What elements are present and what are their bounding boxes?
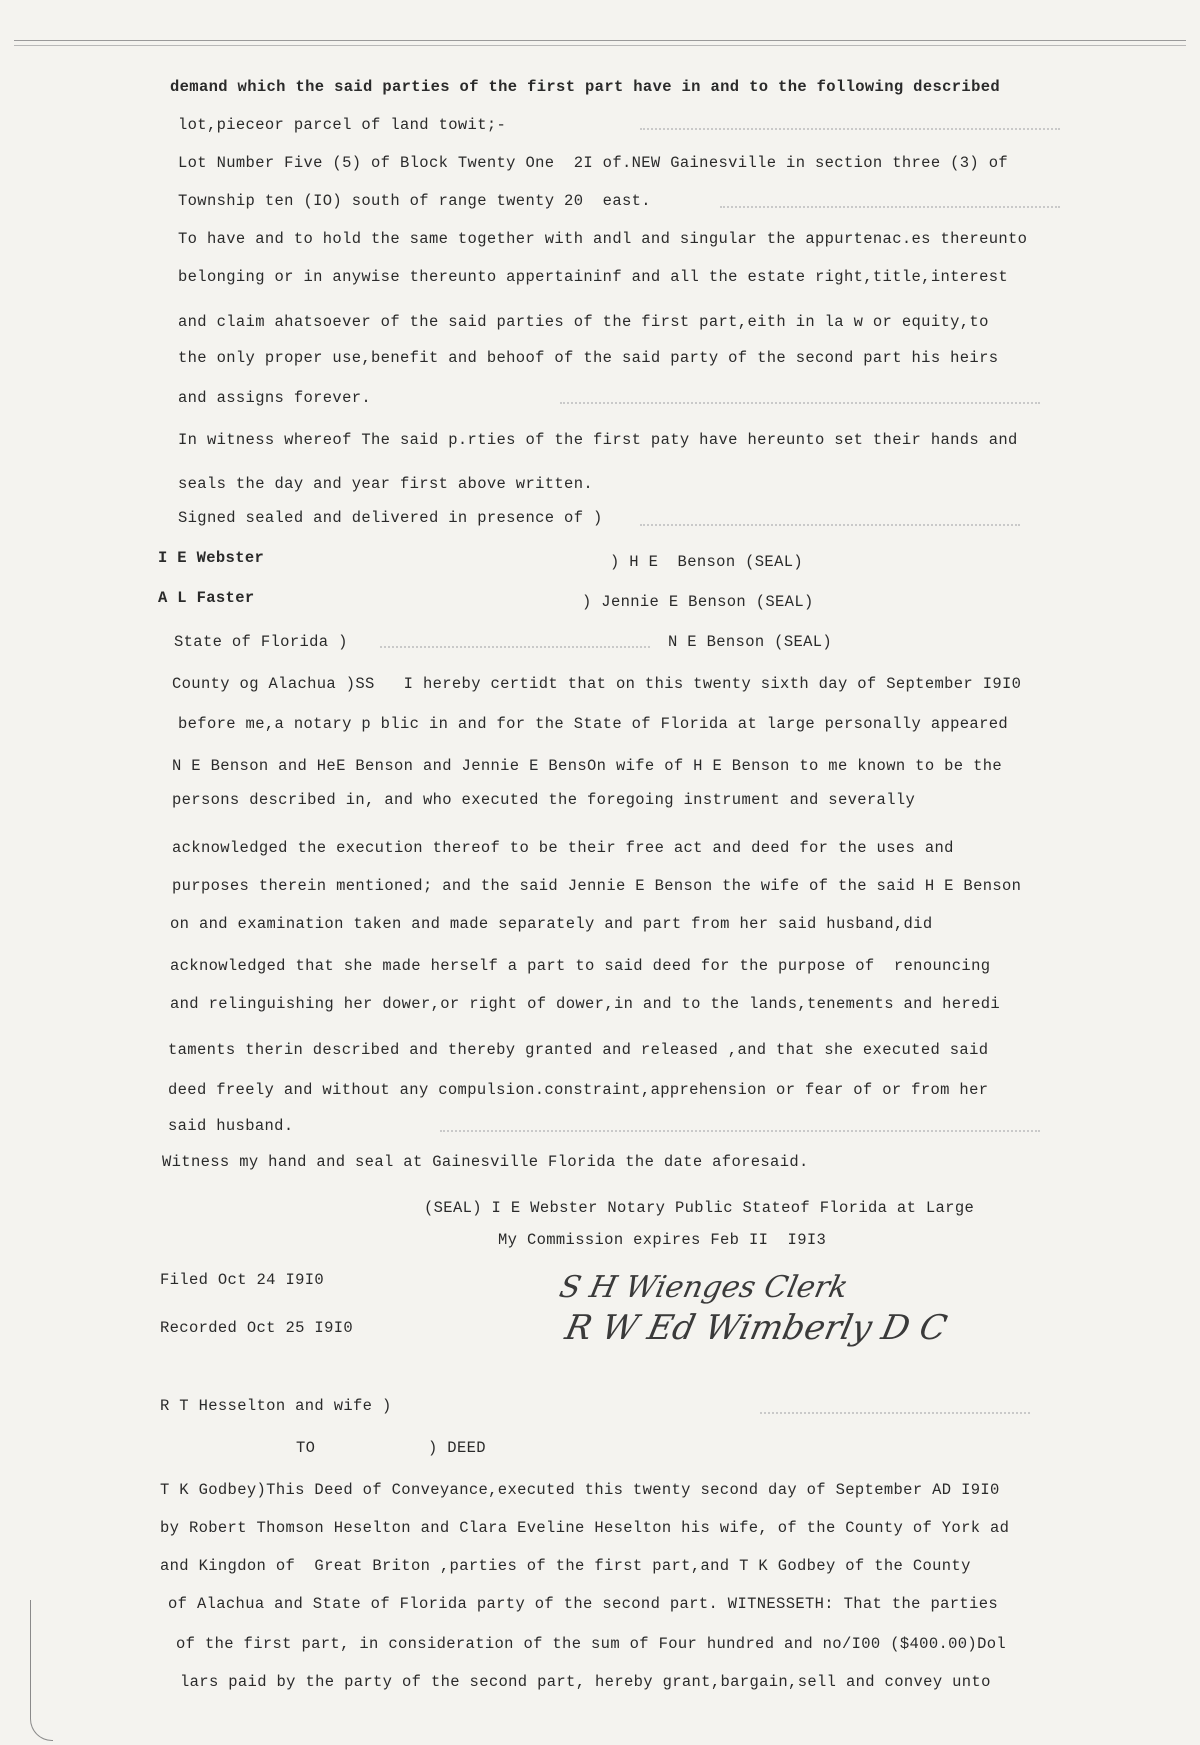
- page-corner-fold: [30, 1600, 53, 1741]
- deputy-clerk-signature: R W Ed Wimberly D C: [561, 1308, 951, 1348]
- text-line: N E Benson and HeE Benson and Jennie E BensOn wife of H E Benson to me known to be the: [172, 757, 1003, 775]
- next-deed-type: ) DEED: [428, 1439, 486, 1457]
- venue-state: State of Florida ): [174, 633, 348, 651]
- filed-date: Filed Oct 24 I9I0: [160, 1271, 325, 1289]
- text-line: In witness whereof The said p.rties of the first paty have hereunto set their hands and: [178, 431, 1018, 449]
- text-line: Signed sealed and delivered in presence of ): [178, 509, 603, 527]
- text-line: on and examination taken and made separately and part from her said husband,did: [170, 915, 933, 933]
- commission-expiry: My Commission expires Feb II I9I3: [498, 1231, 827, 1249]
- text-line: of Alachua and State of Florida party of the second part. WITNESSETH: That the parties: [168, 1595, 999, 1613]
- text-line: taments therin described and thereby granted and released ,and that she executed said: [168, 1041, 989, 1059]
- text-line: said husband.: [168, 1117, 294, 1135]
- text-line: Township ten (IO) south of range twenty 20 east.: [178, 192, 651, 210]
- page-top-rule: [14, 40, 1186, 41]
- bleed-through-mark: [640, 128, 1060, 130]
- text-line: lot,pieceor parcel of land towit;-: [178, 116, 507, 134]
- grantor-signature-line: ) H E Benson (SEAL): [610, 553, 804, 571]
- text-line: T K Godbey)This Deed of Conveyance,executed this twenty second day of September AD I9I0: [160, 1481, 1000, 1499]
- text-line: seals the day and year first above written.: [178, 475, 594, 493]
- bleed-through-mark: [440, 1130, 1040, 1132]
- text-line: Lot Number Five (5) of Block Twenty One 2I of.NEW Gainesville in section three (3) of: [178, 154, 1009, 172]
- text-line: lars paid by the party of the second part, hereby grant,bargain,sell and convey unto: [180, 1673, 991, 1691]
- text-line: of the first part, in consideration of the sum of Four hundred and no/I00 ($400.00)Dol: [176, 1635, 1007, 1653]
- bleed-through-mark: [380, 646, 650, 648]
- text-line: Witness my hand and seal at Gainesville Florida the date aforesaid.: [162, 1153, 809, 1171]
- clerk-signature: S H Wienges Clerk: [556, 1270, 852, 1305]
- grantor-signature-line: N E Benson (SEAL): [668, 633, 833, 651]
- bleed-through-mark: [720, 206, 1060, 208]
- page-top-rule-secondary: [14, 45, 1186, 46]
- text-line: and claim ahatsoever of the said parties of the first part,eith in la w or equity,to: [178, 313, 989, 331]
- recorded-date: Recorded Oct 25 I9I0: [160, 1319, 354, 1337]
- bleed-through-mark: [560, 402, 1040, 404]
- text-line: the only proper use,benefit and behoof of the said party of the second part his heirs: [178, 349, 999, 367]
- text-line: and assigns forever.: [178, 389, 372, 407]
- bleed-through-mark: [760, 1412, 1030, 1414]
- text-line: demand which the said parties of the first part have in and to the following described: [170, 78, 1001, 96]
- text-line: and relinguishing her dower,or right of dower,in and to the lands,tenements and heredi: [170, 995, 1001, 1013]
- text-line: by Robert Thomson Heselton and Clara Eveline Heselton his wife, of the County of York ad: [160, 1519, 1010, 1537]
- text-line: before me,a notary p blic in and for the State of Florida at large personally appeared: [178, 715, 1009, 733]
- text-line: and Kingdon of Great Briton ,parties of the first part,and T K Godbey of the County: [160, 1557, 971, 1575]
- notary-signature-line: (SEAL) I E Webster Notary Public Stateof Florida at Large: [424, 1199, 975, 1217]
- grantor-signature-line: ) Jennie E Benson (SEAL): [582, 593, 814, 611]
- next-deed-parties: R T Hesselton and wife ): [160, 1397, 392, 1415]
- witness-name: A L Faster: [158, 589, 255, 607]
- text-line: deed freely and without any compulsion.constraint,apprehension or fear of or from her: [168, 1081, 989, 1099]
- next-deed-to: TO: [296, 1439, 316, 1457]
- witness-name: I E Webster: [158, 549, 265, 567]
- bleed-through-mark: [640, 524, 1020, 526]
- text-line: belonging or in anywise thereunto appertaininf and all the estate right,title,interest: [178, 268, 1009, 286]
- text-line: acknowledged the execution thereof to be their free act and deed for the uses and: [172, 839, 954, 857]
- text-line: To have and to hold the same together with andl and singular the appurtenac.es thereunto: [178, 230, 1028, 248]
- text-line: County og Alachua )SS I hereby certidt that on this twenty sixth day of September I9I0: [172, 675, 1022, 693]
- text-line: purposes therein mentioned; and the said Jennie E Benson the wife of the said H E Benson: [172, 877, 1022, 895]
- text-line: persons described in, and who executed the foregoing instrument and severally: [172, 791, 916, 809]
- text-line: acknowledged that she made herself a part to said deed for the purpose of renouncing: [170, 957, 991, 975]
